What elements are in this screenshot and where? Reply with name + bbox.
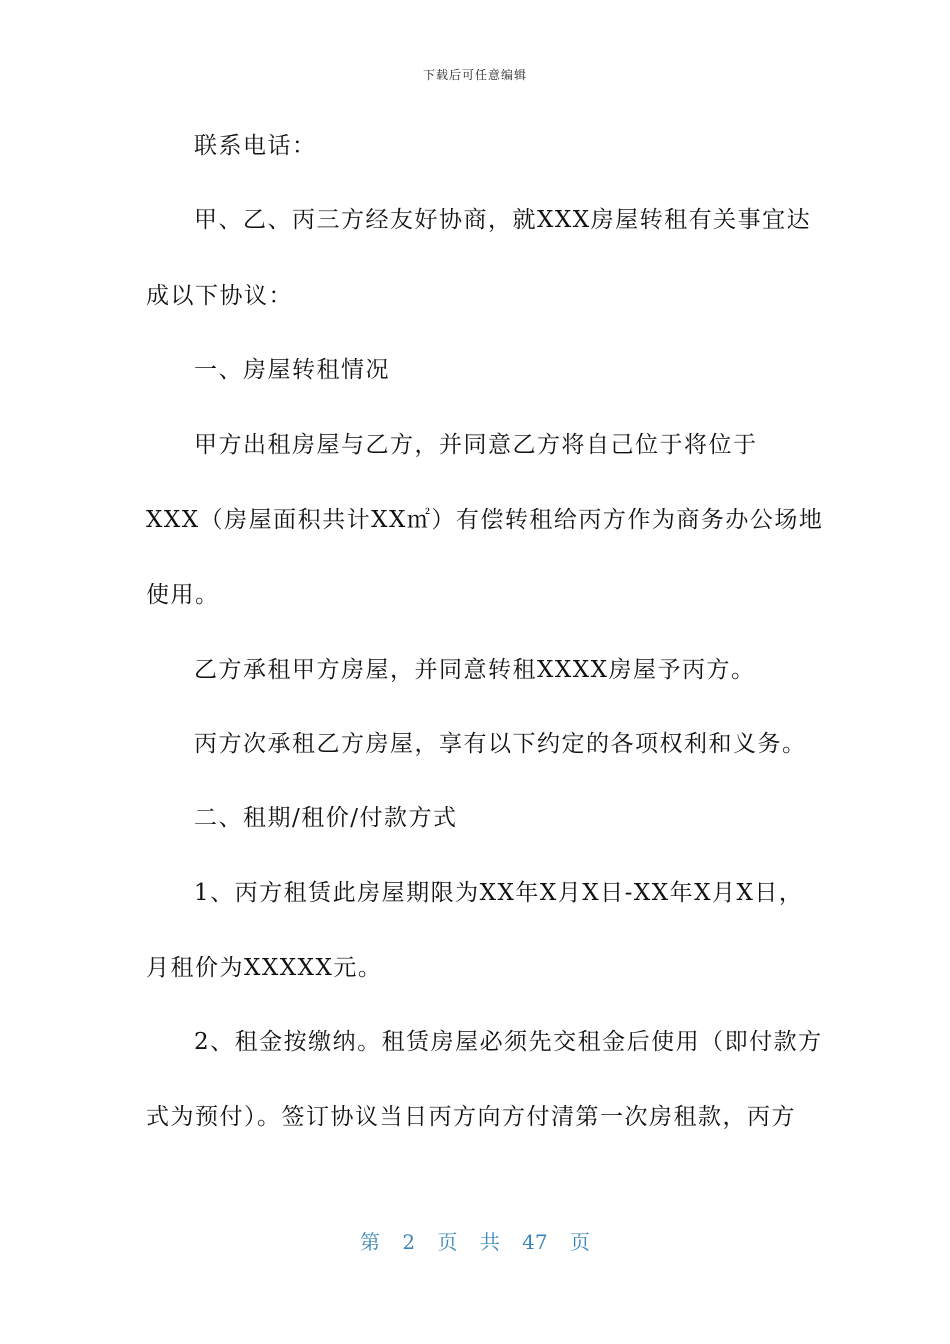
section-heading: 一、房屋转租情况 <box>194 357 390 383</box>
section-heading: 二、租期/租价/付款方式 <box>194 805 458 831</box>
footer-prefix: 第 <box>360 1230 380 1254</box>
text-line: XXX（房屋面积共计XX㎡）有偿转租给丙方作为商务办公场地 <box>146 507 824 533</box>
footer-suffix: 页 <box>569 1230 590 1254</box>
text-line: 甲方出租房屋与乙方，并同意乙方将自己位于将位于 <box>194 432 758 458</box>
footer-current-page: 2 <box>402 1230 416 1254</box>
text-line: 使用。 <box>146 582 220 608</box>
page-number-footer <box>0 1226 950 1255</box>
text-line: 月租价为XXXXX元。 <box>146 955 383 981</box>
footer-total-pages: 47 <box>522 1230 548 1254</box>
text-line: 成以下协议： <box>146 283 293 309</box>
text-line: 丙方次承租乙方房屋，享有以下约定的各项权利和义务。 <box>194 731 807 757</box>
text-line: 1、丙方租赁此房屋期限为XX年X月X日-XX年X月X日， <box>194 880 804 906</box>
footer-total-word: 共 <box>479 1230 500 1254</box>
footer-page-word: 页 <box>437 1230 458 1254</box>
text-line: 2、租金按缴纳。租赁房屋必须先交租金后使用（即付款方 <box>194 1029 823 1055</box>
text-line: 联系电话： <box>194 133 317 159</box>
text-line: 乙方承租甲方房屋，并同意转租XXXX房屋予丙方。 <box>194 657 756 683</box>
text-line: 式为预付）。签订协议当日丙方向方付清第一次房租款，丙方 <box>146 1104 796 1130</box>
page-header-note: 下载后可任意编辑 <box>422 68 527 82</box>
text-line: 甲、乙、丙三方经友好协商，就XXX房屋转租有关事宜达 <box>194 207 812 233</box>
